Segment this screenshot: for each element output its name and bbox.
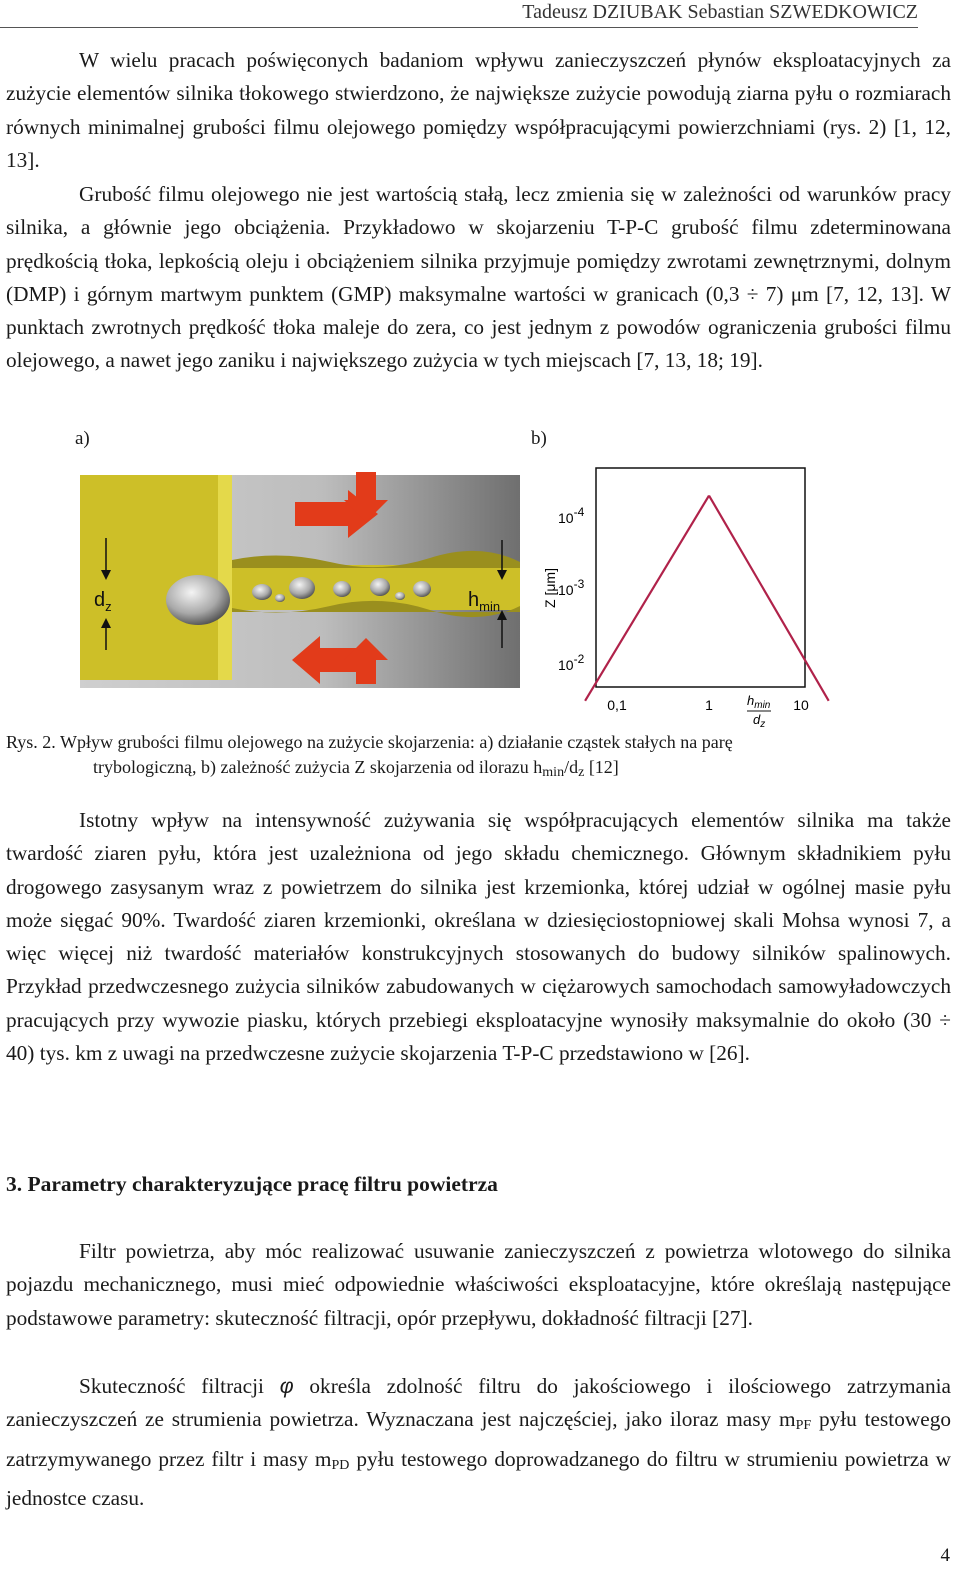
hmin-label: $h_{min}$ [468, 589, 501, 614]
chart-plot-frame [596, 468, 805, 687]
caption-line-2: trybologiczną, b) zależność zużycia Z skojarzenia od ilorazu $h_{min}/d_z$ [12] [93, 757, 619, 780]
dz-label: $d_z$ [94, 589, 112, 614]
figure-caption [6, 730, 951, 785]
x-label-denominator: $d_z$ [753, 712, 766, 730]
figure-label-b: b) [531, 428, 547, 449]
chart-series-line-down [585, 496, 709, 701]
large-particle [166, 575, 230, 625]
chart-ylabel: Z [μm] [542, 568, 558, 608]
header-authors: Tadeusz DZIUBAK Sebastian SZWEDKOWICZ [522, 1, 918, 23]
paragraph-5: Skuteczność filtracji φ określa zdolność filtru do jakościowego i ilościowego zatrzymania zanieczyszczeń ze strumienia powietrza. Wyznaczana jest najczęściej, jako iloraz masy $m_{PF}$ pyłu testowego zatrzymywanego przez filtr i masy $m_{PD}$ pyłu testowego doprowadzanego do filtru w strumieniu powietrza w jednostce czasu. [6, 1374, 952, 1510]
phi-symbol: φ [279, 1374, 294, 1398]
figure-b-chart [535, 460, 835, 735]
paragraph-2: Grubość filmu olejowego nie jest wartością stałą, lecz zmienia się w zależności od warunków pracy silnika, a głównie jego obciążenia. Przykładowo w skojarzeniu T-P-C grubość filmu zdeterminowana prędkością tłoka, lepkością oleju i obciążeniem silnika przyjmuje pomiędzy zwrotami zewnętrznymi, dolnym (DMP) i górnym martwym punktem (GMP) maksymalne wartości w granicach (0,3 ÷ 7) μm [7, 12, 13]. W punktach zwrotnych prędkość tłoka maleje do zera, co jest jednym z powodów ograniczenia grubości filmu olejowego, a nawet jego zaniku i największego zużycia w tych miejscach [7, 13, 18; 19]. [6, 182, 951, 373]
x-label-numerator: $h_{min}$ [747, 693, 771, 711]
figure-label-a: a) [75, 428, 90, 449]
y-tick-label-1: 10-4 [558, 505, 585, 526]
paragraph-3: Istotny wpływ na intensywność zużywania się współpracujących elementów silnika ma także twardość ziaren pyłu, która jest uzależniona od jego składu chemicznego. Głównym składnikiem pyłu drogowego zasysanym wraz z powietrzem do silnika jest krzemionka, której udział w ogólnej masie pyłu może sięgać 90%. Twardość ziaren krzemionki, określana w dziesięciostopniowej skali Mohsa wynosi 7, a więc więcej niż twardość materiałów konstrukcyjnych stosowanych do budowy silników spalinowych. Przykład przedwczesnego zużycia silników zabudowanych w ciężarowych samochodach samowyładowczych pracujących przy wywozie piasku, których przebiegi eksploatacyjne wynosiły maksymalnie do około (30 ÷ 40) tys. km z uwagi na przedwczesne zużycie skojarzenia T-P-C przedstawiono w [26]. [6, 808, 951, 1066]
chart-series-line-up [709, 496, 829, 701]
section-heading: 3. Parametry charakteryzujące pracę filtru powietrza [6, 1172, 498, 1196]
caption-prefix: Rys. 2. [6, 732, 56, 752]
x-tick-label-3: 10 [793, 697, 809, 713]
y-tick-label-2: 10-3 [558, 577, 585, 598]
paragraph-4: Filtr powietrza, aby móc realizować usuwanie zanieczyszczeń z powietrza wlotowego do silnika pojazdu mechanicznego, musi mieć odpowiednie właściwości eksploatacyjne, które określają następujące podstawowe parametry: skuteczność filtracji, opór przepływu, dokładność filtracji [27]. [6, 1239, 951, 1330]
figure-a-illustration [80, 470, 520, 688]
page-number: 4 [940, 1545, 950, 1566]
running-header [0, 0, 918, 28]
x-tick-label-1: 0,1 [607, 697, 627, 713]
y-tick-label-3: 10-2 [558, 652, 585, 673]
caption-line-1: Wpływ grubości filmu olejowego na zużycie skojarzenia: a) działanie cząstek stałych na parę [59, 732, 733, 752]
paragraph-1: W wielu pracach poświęconych badaniom wpływu zanieczyszczeń płynów eksploatacyjnych za zużycie elementów silnika tłokowego stwierdzono, że największe zużycie powodują ziarna pyłu o rozmiarach równych minimalnej grubości filmu olejowego pomiędzy współpracującymi powierzchniami (rys. 2) [1, 12, 13]. [6, 48, 951, 172]
x-tick-label-2: 1 [705, 697, 713, 713]
